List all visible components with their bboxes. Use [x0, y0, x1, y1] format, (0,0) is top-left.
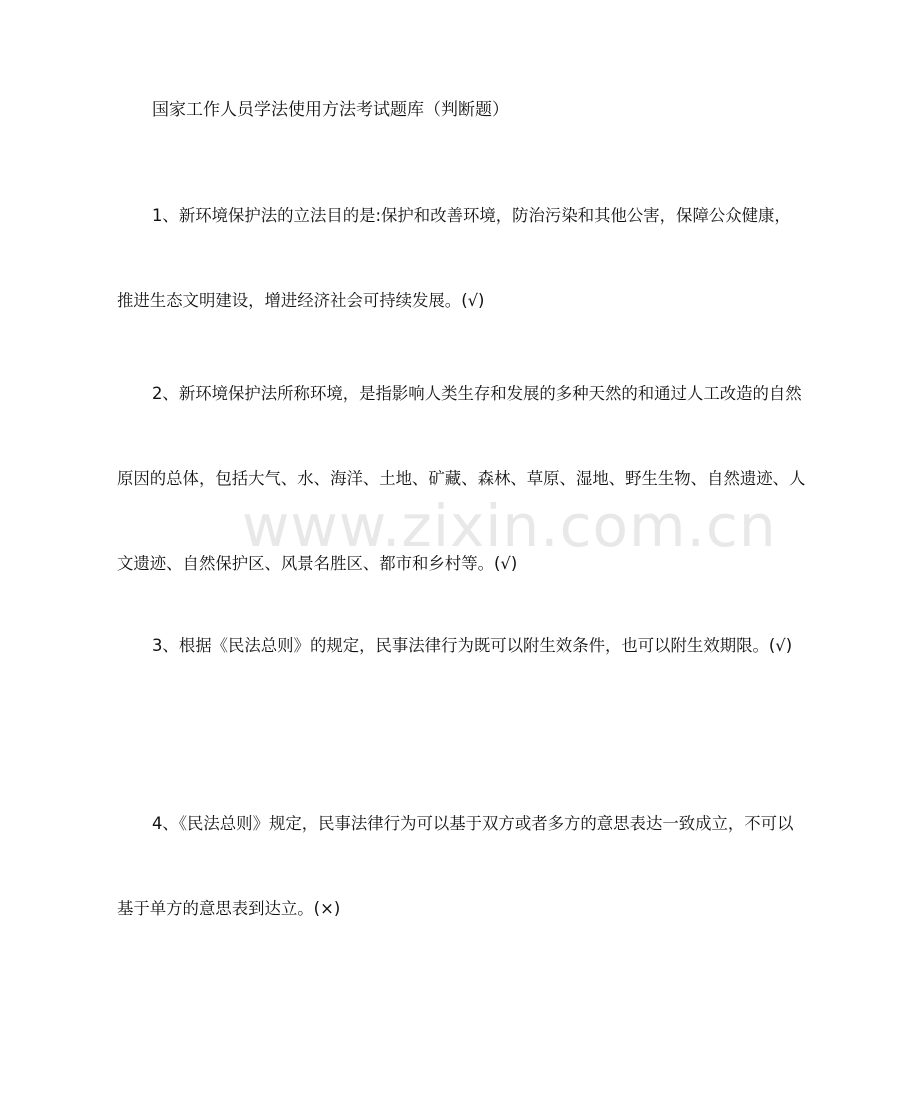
question-1: 1、新环境保护法的立法目的是:保护和改善环境，防治污染和其他公害，保障公众健康，推进生态文明建设，增进经济社会可持续发展。(√): [117, 206, 791, 310]
question-4: 4、《民法总则》规定，民事法律行为可以基于双方或者多方的意思表达一致成立，不可以基于单方的意思表到达立。(×): [117, 814, 794, 918]
question-2: 2、新环境保护法所称环境，是指影响人类生存和发展的多种天然的和通过人工改造的自然原因的总体，包括大气、水、海洋、土地、矿藏、森林、草原、湿地、野生生物、自然遗迹、人文遗迹、自然保护区、风景名胜区、都市和乡村等。(√): [117, 384, 806, 573]
watermark: www.zixin.com.cn: [242, 492, 777, 560]
question-3: 3、根据《民法总则》的规定，民事法律行为既可以附生效条件，也可以附生效期限。(√): [152, 636, 793, 655]
document-title: 国家工作人员学法使用方法考试题库（判断题）: [152, 100, 509, 120]
